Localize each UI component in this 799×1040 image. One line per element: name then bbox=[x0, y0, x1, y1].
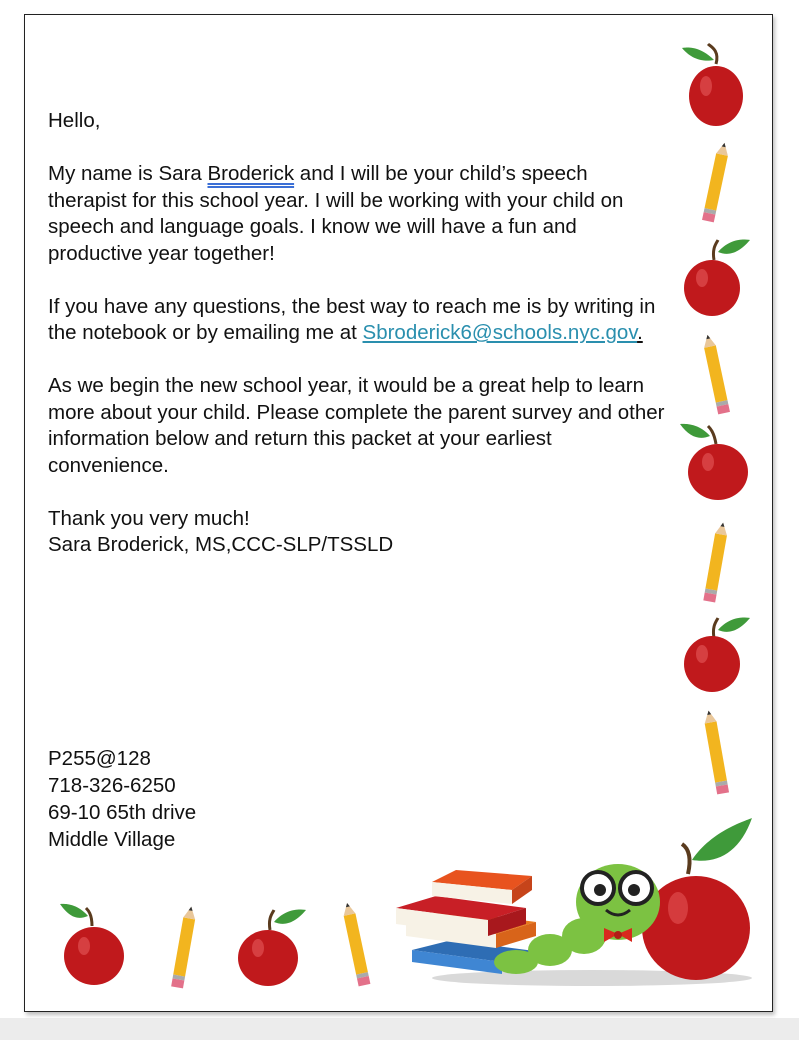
pencil-icon bbox=[696, 140, 736, 226]
apple-icon bbox=[676, 418, 754, 504]
apple-icon bbox=[232, 904, 308, 990]
contact-paragraph bbox=[48, 294, 668, 347]
intro-paragraph bbox=[48, 161, 668, 267]
pencil-icon bbox=[696, 520, 736, 606]
apple-icon bbox=[676, 234, 752, 320]
bookworm-illustration bbox=[392, 812, 756, 990]
contact-text: If you have any questions, the best way to reach me is by writing in the notebook or by emailing me at bbox=[48, 294, 656, 344]
address-line-city: Middle Village bbox=[48, 828, 176, 851]
survey-paragraph: As we begin the new school year, it would be a great help to learn more about your child. Please complete the parent survey and other information below and return this packet at your earliest convenience. bbox=[48, 374, 665, 477]
school-address bbox=[48, 745, 196, 853]
spellcheck-name: Broderick bbox=[207, 162, 295, 185]
pencil-icon bbox=[696, 332, 736, 418]
address-line-street: 69-10 65th drive bbox=[48, 801, 197, 824]
closing-line: Thank you very much! bbox=[48, 506, 250, 530]
pencil-icon bbox=[164, 904, 204, 992]
intro-text-start: My name is Sara bbox=[48, 162, 208, 185]
email-link[interactable]: Sbroderick6@schools.nyc.gov bbox=[362, 321, 638, 344]
pencil-icon bbox=[336, 900, 376, 990]
greeting: Hello, bbox=[48, 109, 101, 132]
email-period: . bbox=[637, 321, 643, 344]
pencil-icon bbox=[696, 708, 736, 798]
address-line-school: P255@128 bbox=[48, 747, 151, 770]
intro-text-end: and I will be your child’s speech therapist for this school year. I will be working with your child on speech and language goals. I know we will have a fun and productive year together! bbox=[48, 162, 624, 265]
apple-icon bbox=[676, 612, 752, 696]
signature-line: Sara Broderick, MS,CCC-SLP/TSSLD bbox=[48, 533, 394, 556]
address-line-phone: 718-326-6250 bbox=[48, 774, 176, 797]
window-bottom-strip bbox=[0, 1018, 799, 1040]
apple-icon bbox=[56, 900, 132, 988]
apple-icon bbox=[678, 40, 754, 130]
letter-body bbox=[48, 108, 668, 559]
